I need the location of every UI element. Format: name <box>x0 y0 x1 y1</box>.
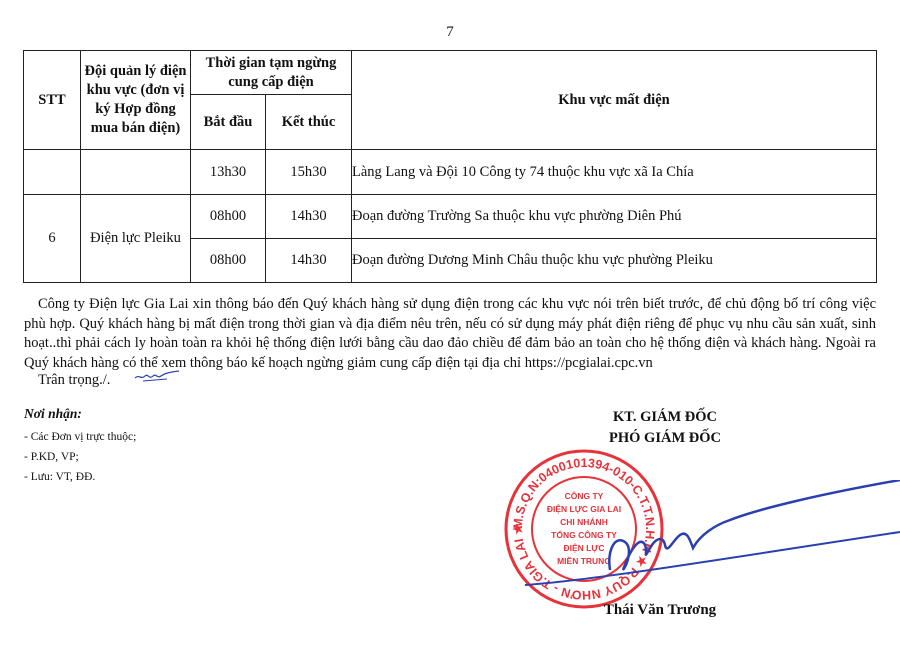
recipient-item: - P.KD, VP; <box>24 451 79 463</box>
svg-text:ĐIỆN LỰC: ĐIỆN LỰC <box>563 543 605 553</box>
closing-text: Trân trọng./. <box>38 372 111 388</box>
header-start: Bắt đầu <box>191 95 266 150</box>
svg-text:CHI NHÁNH: CHI NHÁNH <box>560 517 608 527</box>
cell-area: Đoạn đường Trường Sa thuộc khu vực phường Diên Phú <box>352 195 877 239</box>
svg-text:TỔNG CÔNG TY: TỔNG CÔNG TY <box>551 530 617 540</box>
svg-text:MIỀN TRUNG: MIỀN TRUNG <box>557 556 611 566</box>
recipients-title: Nơi nhận: <box>24 406 82 421</box>
header-area: Khu vực mất điện <box>352 51 877 150</box>
cell-stt <box>24 150 81 195</box>
cell-start: 08h00 <box>191 195 266 239</box>
signatory-title <box>560 407 770 449</box>
signatory-line-1: KT. GIÁM ĐỐC <box>612 409 718 425</box>
cell-area: Làng Lang và Đội 10 Công ty 74 thuộc khu vực xã Ia Chía <box>352 150 877 195</box>
header-unit: Đội quản lý điện khu vực (đơn vị ký Hợp đồng mua bán điện) <box>81 51 191 150</box>
recipients-block <box>24 406 136 487</box>
recipient-item: - Các Đơn vị trực thuộc; <box>24 431 137 443</box>
svg-text:ĐIỆN LỰC GIA LAI: ĐIỆN LỰC GIA LAI <box>546 504 622 514</box>
header-time-group: Thời gian tạm ngừng cung cấp điện <box>191 51 352 95</box>
svg-text:M.S.Q.N:0400101394-010-C.T.T.N: M.S.Q.N:0400101394-010-C.T.T.N.H.H ★ P.QUY NHƠN - T.GIA LAI ★ <box>510 455 658 603</box>
header-end: Kết thúc <box>266 95 352 150</box>
cell-end: 15h30 <box>266 150 352 195</box>
cell-start: 08h00 <box>191 239 266 283</box>
cell-stt: 6 <box>24 195 81 283</box>
notice-paragraph: Công ty Điện lực Gia Lai xin thông báo đến Quý khách hàng sử dụng điện trong các khu vực nói trên biết trước, để chủ động bố trí công việc phù hợp. Quý khách hàng bị mất điện trong thời gian và địa điểm nêu trên, nếu có sử dụng máy phát điện riêng để phục vụ nhu cầu sản xuất, sinh hoạt..thì phải cách ly hoàn toàn ra khỏi hệ thống điện lưới bằng cầu dao đảo chiều để đảm bảo an toàn cho hệ thống điện và khách hàng. Ngoài ra Quý khách hàng có thể xem thông báo kế hoạch ngừng giảm cung cấp điện tại địa chỉ https://pcgialai.cpc.vn <box>24 296 876 371</box>
recipient-item: - Lưu: VT, ĐĐ. <box>24 471 96 483</box>
cell-unit: Điện lực Pleiku <box>81 195 191 283</box>
signer-name: Thái Văn Trương <box>603 602 717 618</box>
cell-unit <box>81 150 191 195</box>
table-row <box>24 150 877 195</box>
signatory-line-2: PHÓ GIÁM ĐỐC <box>609 430 721 446</box>
cell-area: Đoạn đường Dương Minh Châu thuộc khu vực phường Pleiku <box>352 239 877 283</box>
initial-mark-icon <box>133 368 183 384</box>
page-number: 7 <box>446 24 454 40</box>
outage-schedule-table <box>23 50 877 283</box>
table-header-row <box>24 51 877 95</box>
handwritten-signature-icon <box>515 480 900 620</box>
header-stt: STT <box>24 51 81 150</box>
cell-start: 13h30 <box>191 150 266 195</box>
cell-end: 14h30 <box>266 195 352 239</box>
table-row <box>24 195 877 239</box>
cell-end: 14h30 <box>266 239 352 283</box>
notice-paragraph-block <box>24 295 876 373</box>
svg-text:CÔNG TY: CÔNG TY <box>564 491 604 501</box>
